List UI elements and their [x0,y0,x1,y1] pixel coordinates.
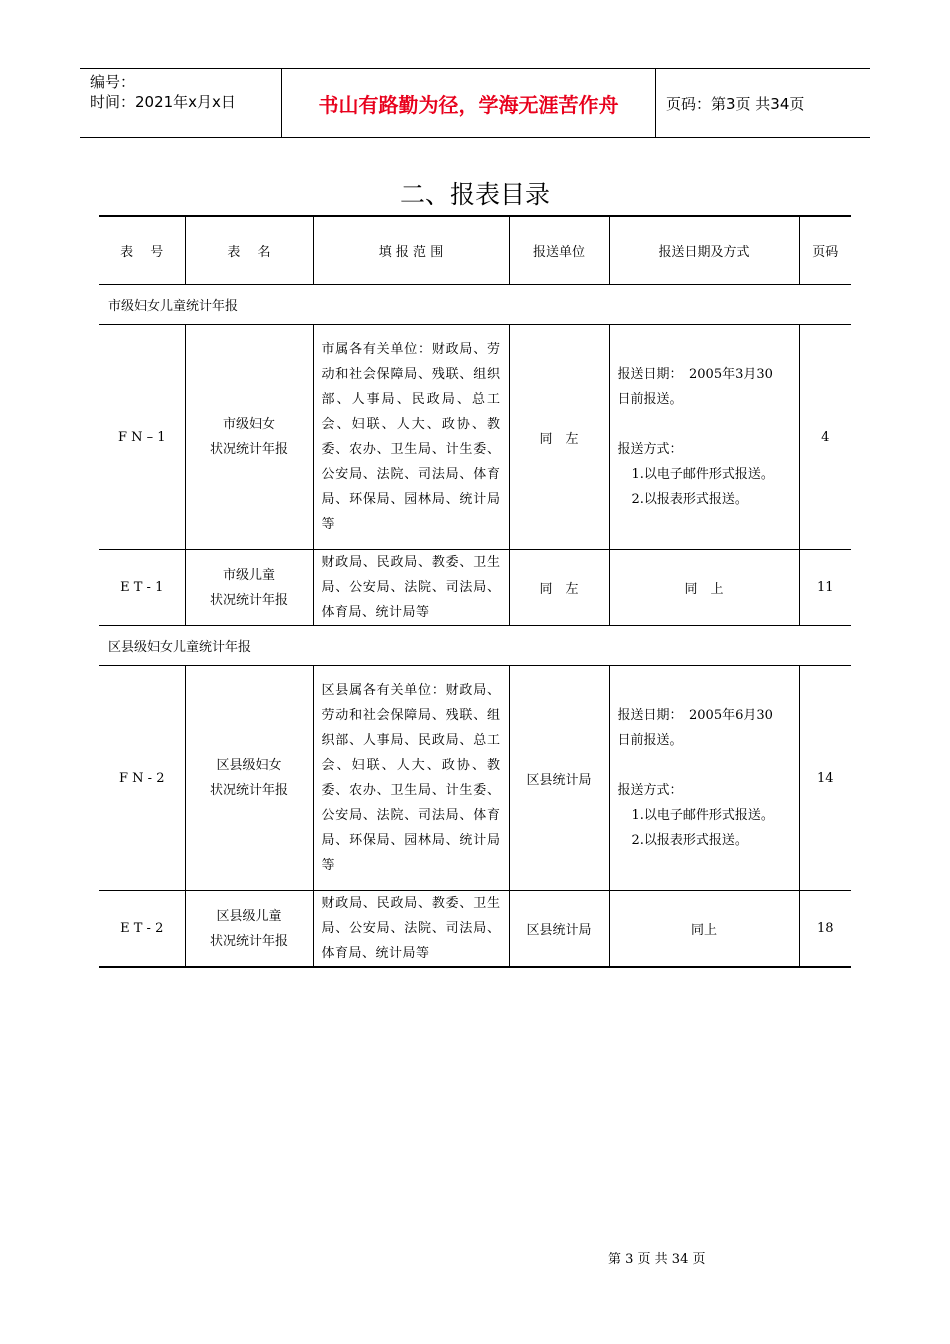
method-date: 报送日期： 2005年6月30 [617,708,773,723]
method-date: 日前报送。 [617,392,683,407]
report-name [185,325,313,550]
column-header-method: 报送日期及方式 [609,216,799,285]
method-date: 报送日期： 2005年3月30 [617,367,773,382]
report-code: F N – 1 [99,325,185,550]
report-scope: 市属各有关单位：财政局、劳动和社会保障局、残联、组织部、人事局、民政局、总工会、妇联、人大、政协、教委、农办、卫生局、计生委、公安局、法院、司法局、体育局、环保局、园林局、统计局等 [313,325,509,550]
column-header-unit: 报送单位 [509,216,609,285]
report-code: F N - 2 [99,666,185,891]
table-row [99,325,851,550]
table-row [99,666,851,891]
report-unit: 区县统计局 [509,891,609,968]
method-way-label: 报送方式： [617,783,683,798]
report-method: 同上 [609,891,799,968]
report-scope: 区县属各有关单位：财政局、劳动和社会保障局、残联、组织部、人事局、民政局、总工会、妇联、人大、政协、教委、农办、卫生局、计生委、公安局、法院、司法局、体育局、环保局、园林局、统计局等 [313,666,509,891]
report-method [609,666,799,891]
report-page: 4 [799,325,851,550]
header-motto: 书山有路勤为径，学海无涯苦作舟 [281,69,656,137]
report-unit: 同 左 [509,325,609,550]
report-scope: 财政局、民政局、教委、卫生局、公安局、法院、司法局、体育局、统计局等 [313,550,509,626]
section-heading: 市级妇女儿童统计年报 [99,285,851,325]
page-header [80,68,870,138]
report-method: 同 上 [609,550,799,626]
report-name-line: 市级儿童 [222,567,275,583]
report-method [609,325,799,550]
report-code: E T - 2 [99,891,185,968]
column-header-code: 表 号 [99,216,185,285]
report-name-line: 状况统计年报 [209,442,288,457]
report-name [185,666,313,891]
report-name-line: 区县级儿童 [216,908,282,924]
method-way-item: 1.以电子邮件形式报送。 [631,467,774,482]
page-title: 二、报表目录 [399,180,550,209]
method-date: 日前报送。 [617,733,683,748]
section-heading-row [99,626,851,666]
method-way-item: 2.以报表形式报送。 [631,833,748,848]
page-footer: 第 3 页 共 34 页 [608,1252,706,1267]
column-header-page: 页码 [799,216,851,285]
section-heading-row [99,285,851,325]
method-way-item: 1.以电子邮件形式报送。 [631,808,774,823]
header-page-info: 页码：第3页 共34页 [666,94,805,113]
report-page: 18 [799,891,851,968]
report-unit: 区县统计局 [509,666,609,891]
report-name-line: 区县级妇女 [216,758,282,773]
section-heading: 区县级妇女儿童统计年报 [99,626,851,666]
table-header-row [99,216,851,285]
document-time-label: 时间：2021年x月x日 [90,93,236,111]
report-name-line: 状况统计年报 [209,783,288,798]
header-meta [80,69,281,137]
report-page: 14 [799,666,851,891]
report-name [185,891,313,968]
method-way-item: 2.以报表形式报送。 [631,492,748,507]
document-number-label: 编号： [90,73,136,91]
report-name [185,550,313,626]
report-name-line: 状况统计年报 [209,592,288,608]
table-row [99,891,851,968]
column-header-scope: 填 报 范 围 [313,216,509,285]
report-code: E T - 1 [99,550,185,626]
report-directory-table [99,215,851,968]
column-header-name: 表 名 [185,216,313,285]
table-row [99,550,851,626]
report-page: 11 [799,550,851,626]
report-name-line: 状况统计年报 [209,933,288,949]
report-scope: 财政局、民政局、教委、卫生局、公安局、法院、司法局、体育局、统计局等 [313,891,509,968]
report-name-line: 市级妇女 [222,417,275,432]
method-way-label: 报送方式： [617,442,683,457]
report-unit: 同 左 [509,550,609,626]
